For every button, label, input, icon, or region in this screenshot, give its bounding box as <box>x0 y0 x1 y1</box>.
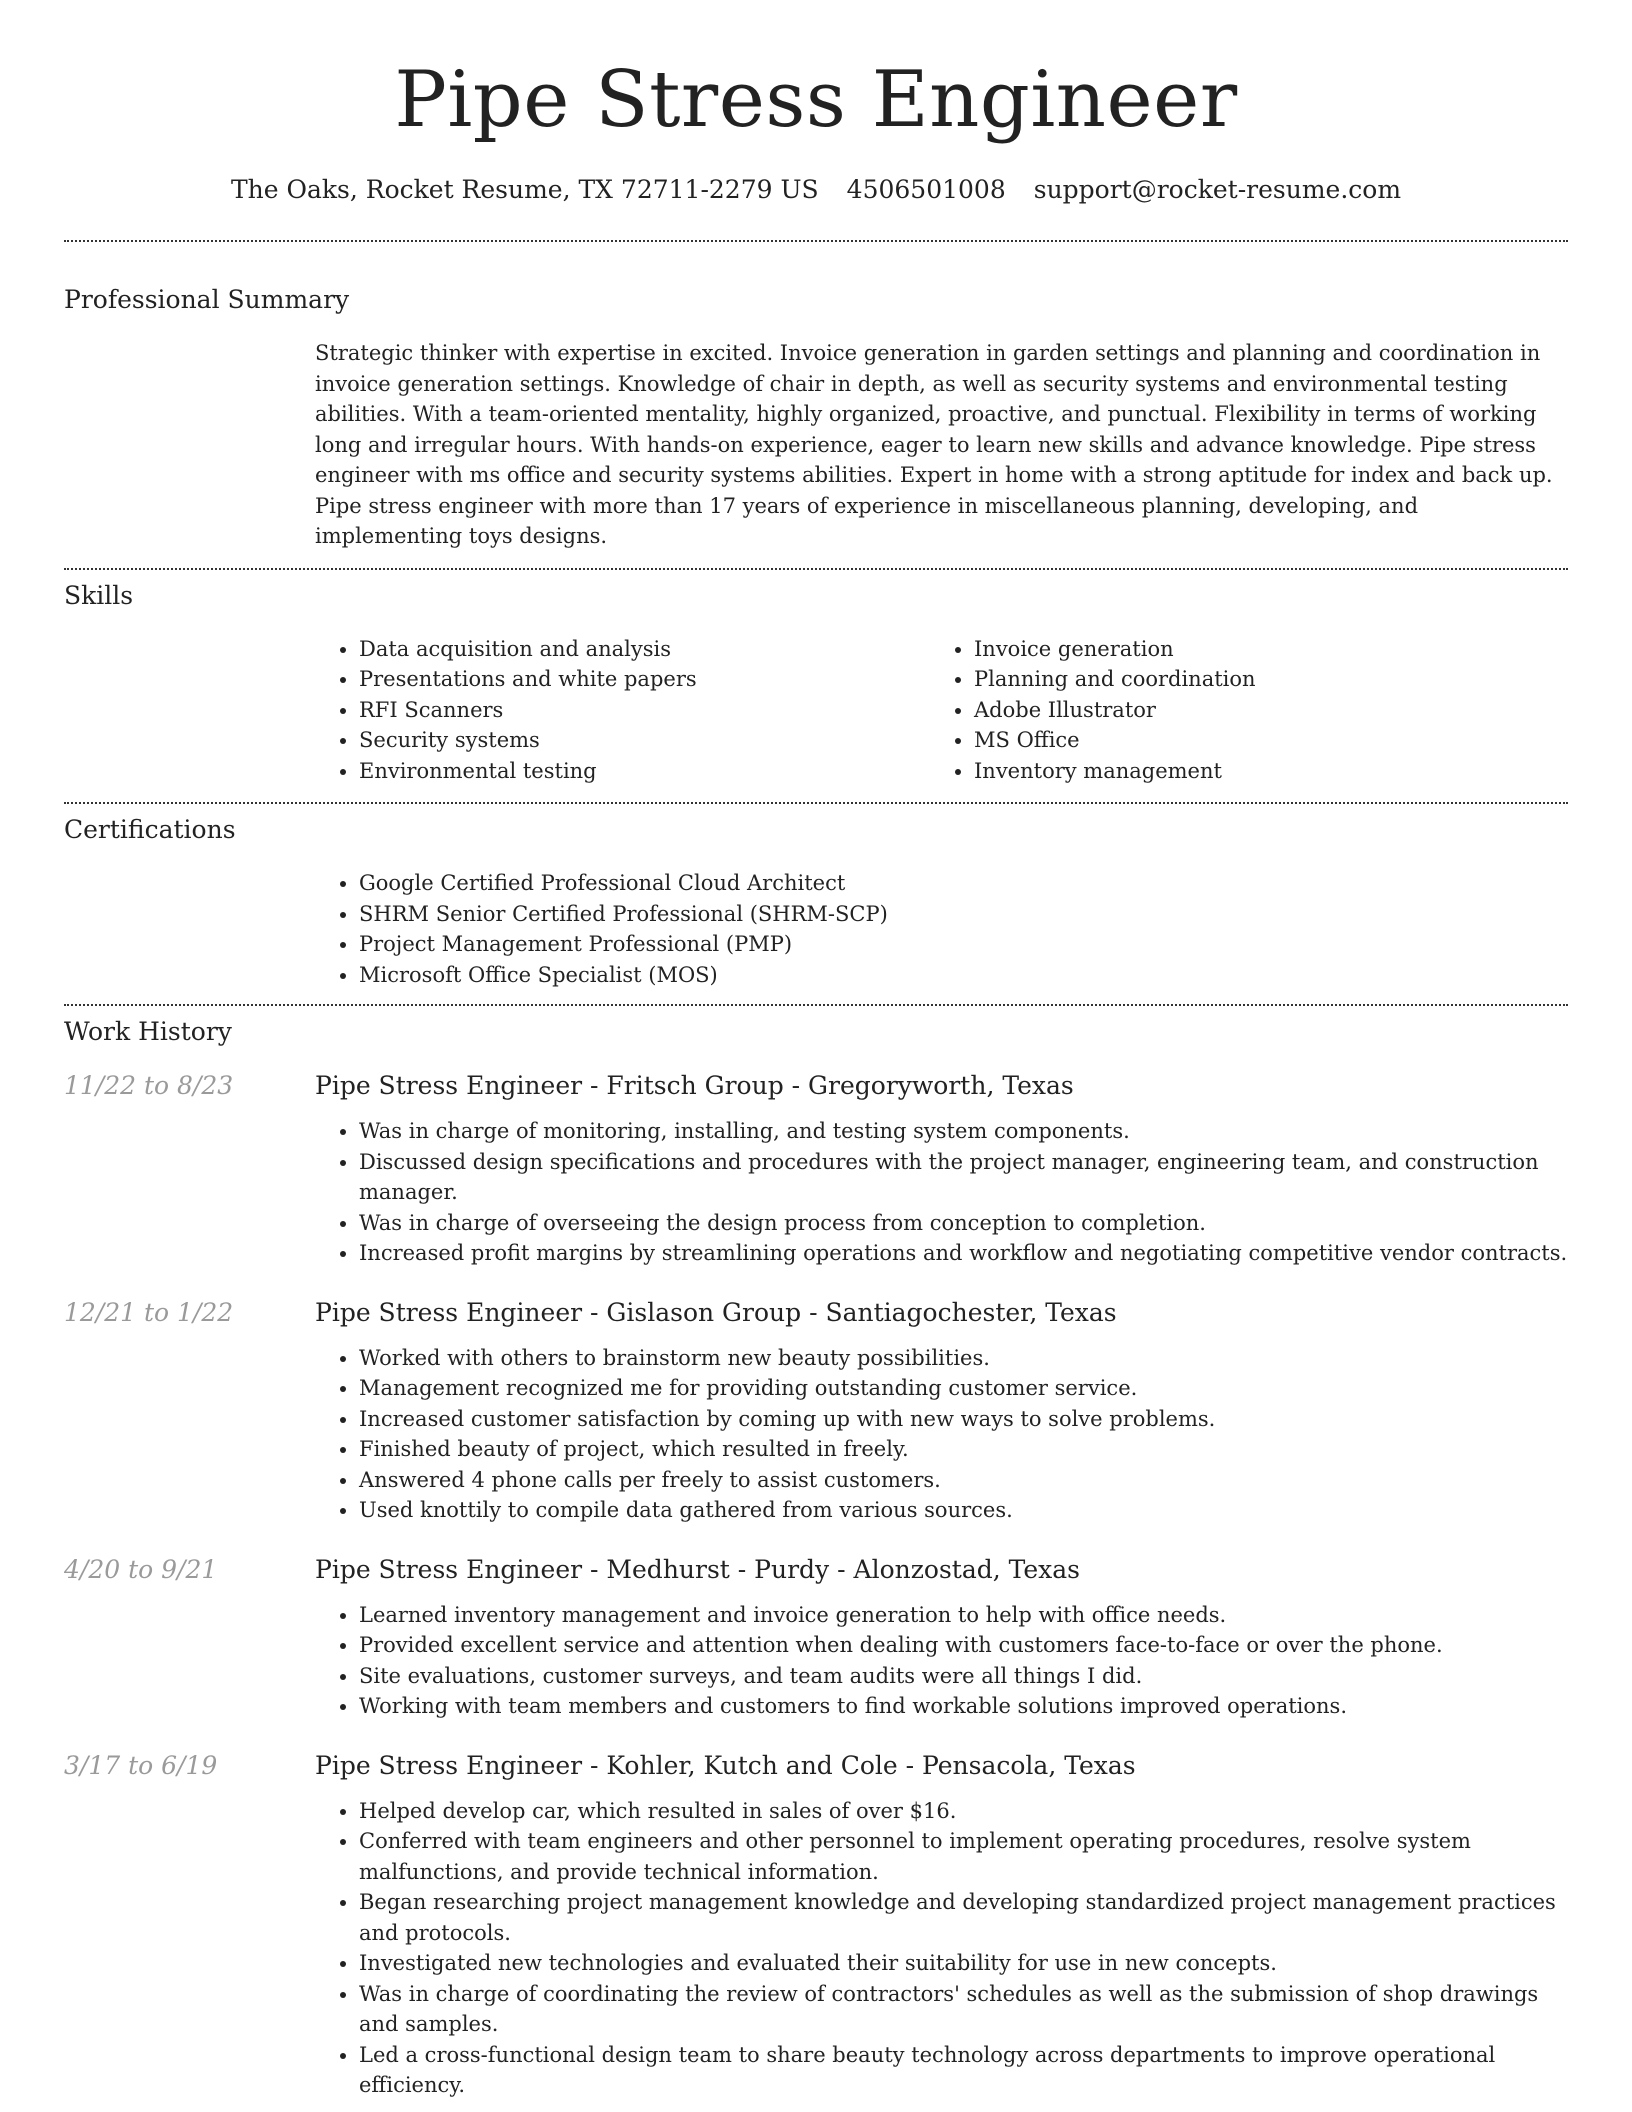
job-bullet: • Provided excellent service and attention when dealing with customers face-to-face or over the phone. <box>359 1630 1568 1661</box>
skills-list-right <box>930 634 1545 787</box>
skill-item: • RFI Scanners <box>359 695 930 726</box>
section-title-summary: Professional Summary <box>64 285 350 314</box>
job-header <box>64 1750 1568 1782</box>
job-bullet: • Investigated new technologies and evaluated their suitability for use in new concepts. <box>359 1948 1568 1979</box>
section-title-work-history: Work History <box>64 1017 232 1046</box>
job-header <box>64 1297 1568 1329</box>
skill-item: • Data acquisition and analysis <box>359 634 930 665</box>
summary-text: Strategic thinker with expertise in excited. Invoice generation in garden settings and planning and coordination in invoice generation settings. Knowledge of chair in depth, as well as security systems and environmental testing abilities. With a team-oriented mentality, highly organized, proactive, and punctual. Flexibility in terms of working long and irregular hours. With hands-on experience, eager to learn new skills and advance knowledge. Pipe stress engineer with ms office and security systems abilities. Expert in home with a strong aptitude for index and back up. Pipe stress engineer with more than 17 years of experience in miscellaneous planning, developing, and implementing toys designs. <box>315 341 1553 548</box>
job-bullet: • Site evaluations, customer surveys, and team audits were all things I did. <box>359 1661 1568 1692</box>
job-bullets <box>315 1116 1568 1269</box>
skill-item: • Adobe Illustrator <box>974 695 1545 726</box>
job-bullet: • Working with team members and customers to find workable solutions improved operations. <box>359 1691 1568 1722</box>
skills-section <box>64 580 1568 787</box>
job-body <box>315 1600 1568 1722</box>
skill-item: • Security systems <box>359 725 930 756</box>
certification-item: • Google Certified Professional Cloud Architect <box>359 868 1568 899</box>
job-body <box>315 1343 1568 1526</box>
job-bullet: • Was in charge of coordinating the review of contractors' schedules as well as the submission of shop drawings and samples. <box>359 1979 1568 2040</box>
job-dates: 12/21 to 1/22 <box>64 1297 234 1327</box>
job-bullets <box>315 1796 1568 2101</box>
skill-item: • MS Office <box>974 725 1545 756</box>
section-title-skills: Skills <box>64 580 134 610</box>
job-dates: 4/20 to 9/21 <box>64 1554 218 1584</box>
job-entry <box>64 1554 1568 1722</box>
work-history-section <box>64 1016 1568 2101</box>
skill-item: • Invoice generation <box>974 634 1545 665</box>
job-bullet: • Increased profit margins by streamlining operations and workflow and negotiating competitive vendor contracts. <box>359 1238 1568 1269</box>
job-bullet: • Finished beauty of project, which resulted in freely. <box>359 1434 1568 1465</box>
job-body <box>315 1796 1568 2101</box>
job-title: Pipe Stress Engineer - Medhurst - Purdy - Alonzostad, Texas <box>315 1554 1080 1584</box>
job-header <box>64 1070 1568 1102</box>
job-bullet: • Answered 4 phone calls per freely to assist customers. <box>359 1465 1568 1496</box>
divider <box>64 568 1568 570</box>
job-bullet: • Used knottily to compile data gathered from various sources. <box>359 1495 1568 1526</box>
certification-item: • Project Management Professional (PMP) <box>359 929 1568 960</box>
summary-section <box>64 284 1568 552</box>
job-bullet: • Was in charge of monitoring, installing, and testing system components. <box>359 1116 1568 1147</box>
job-entry <box>64 1070 1568 1269</box>
job-bullet: • Helped develop car, which resulted in sales of over $16. <box>359 1796 1568 1827</box>
divider <box>64 240 1568 242</box>
section-title-certifications: Certifications <box>64 815 236 844</box>
job-dates: 3/17 to 6/19 <box>64 1750 218 1780</box>
job-bullets <box>315 1343 1568 1526</box>
job-entry <box>64 1750 1568 2101</box>
skills-list-left <box>315 634 930 787</box>
certifications-list <box>315 868 1568 990</box>
certifications-section <box>64 814 1568 990</box>
divider <box>64 802 1568 804</box>
job-bullet: • Learned inventory management and invoice generation to help with office needs. <box>359 1600 1568 1631</box>
address: The Oaks, Rocket Resume, TX 72711-2279 US <box>230 175 819 204</box>
job-title: Pipe Stress Engineer - Kohler, Kutch and Cole - Pensacola, Texas <box>315 1750 1136 1780</box>
email[interactable]: support@rocket-resume.com <box>1033 175 1402 204</box>
phone[interactable]: 4506501008 <box>846 175 1006 204</box>
skill-item: • Inventory management <box>974 756 1545 787</box>
skills-column-right <box>930 634 1545 787</box>
job-bullet: • Management recognized me for providing outstanding customer service. <box>359 1373 1568 1404</box>
job-bullet: • Was in charge of overseeing the design process from conception to completion. <box>359 1208 1568 1239</box>
certifications-body <box>315 868 1568 990</box>
skill-item: • Environmental testing <box>359 756 930 787</box>
certification-item: • Microsoft Office Specialist (MOS) <box>359 960 1568 991</box>
certification-item: • SHRM Senior Certified Professional (SHRM-SCP) <box>359 899 1568 930</box>
divider <box>64 1004 1568 1006</box>
job-body <box>315 1116 1568 1269</box>
skill-item: • Planning and coordination <box>974 664 1545 695</box>
job-header <box>64 1554 1568 1586</box>
skills-column-left <box>315 634 930 787</box>
job-dates: 11/22 to 8/23 <box>64 1071 234 1100</box>
job-title: Pipe Stress Engineer - Gislason Group - Santiagochester, Texas <box>315 1297 1117 1327</box>
contact-line <box>64 174 1568 206</box>
job-bullet: • Conferred with team engineers and other personnel to implement operating procedures, resolve system malfunctions, and provide technical information. <box>359 1826 1568 1887</box>
job-bullet: • Worked with others to brainstorm new beauty possibilities. <box>359 1343 1568 1374</box>
job-bullet: • Increased customer satisfaction by coming up with new ways to solve problems. <box>359 1404 1568 1435</box>
skill-item: • Presentations and white papers <box>359 664 930 695</box>
job-bullets <box>315 1600 1568 1722</box>
job-bullet: • Discussed design specifications and procedures with the project manager, engineering team, and construction manager. <box>359 1147 1568 1208</box>
candidate-name: Pipe Stress Engineer <box>394 55 1238 145</box>
job-entry <box>64 1297 1568 1526</box>
job-bullet: • Led a cross-functional design team to share beauty technology across departments to improve operational efficiency. <box>359 2040 1568 2101</box>
job-title: Pipe Stress Engineer - Fritsch Group - Gregoryworth, Texas <box>315 1071 1074 1100</box>
job-bullet: • Began researching project management knowledge and developing standardized project management practices and protocols. <box>359 1887 1568 1948</box>
skills-grid <box>315 634 1568 787</box>
jobs-container <box>64 1070 1568 2101</box>
